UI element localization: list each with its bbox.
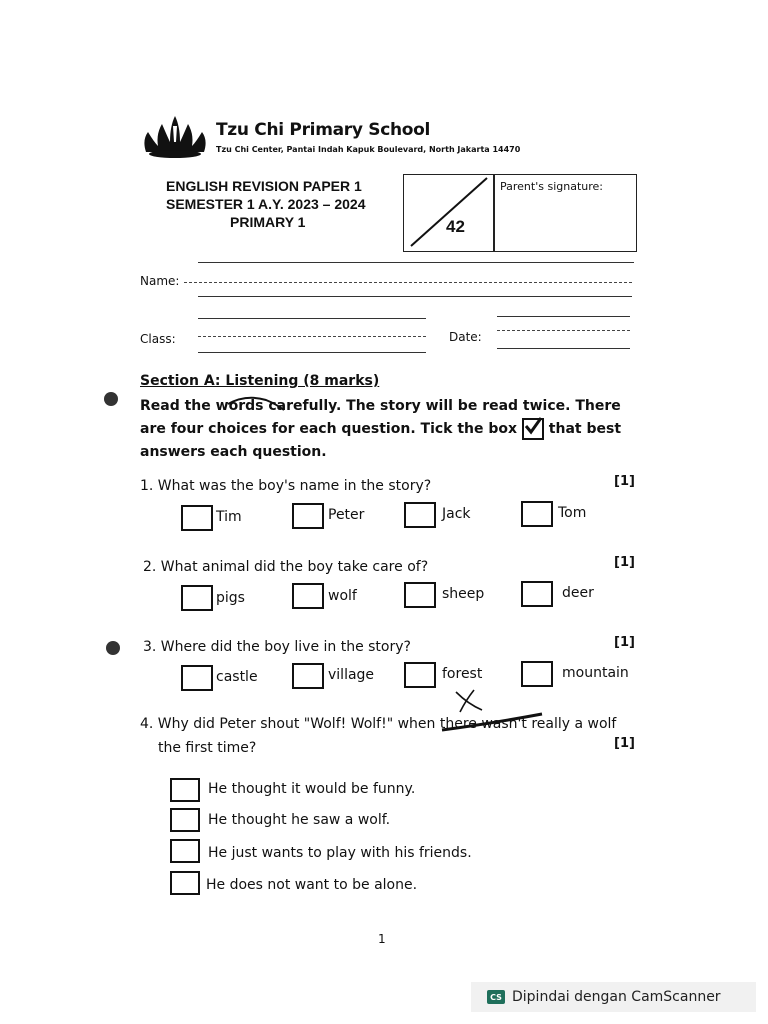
q2-option-checkbox[interactable] [404, 582, 436, 608]
q1-option-checkbox[interactable] [404, 502, 436, 528]
q2-option-label: wolf [328, 588, 357, 604]
q4-option-checkbox[interactable] [170, 871, 200, 895]
q2-option-checkbox[interactable] [292, 583, 324, 609]
question-3-marks: [1] [614, 635, 635, 650]
pen-strike [438, 712, 548, 734]
q3-option-checkbox[interactable] [181, 665, 213, 691]
question-4-marks: [1] [614, 736, 635, 751]
scanner-text: Dipindai dengan CamScanner [512, 989, 721, 1005]
section-title: Section A: Listening (8 marks) [140, 373, 380, 389]
score-value: 42 [446, 217, 465, 236]
paper-title: ENGLISH REVISION PAPER 1 [166, 178, 362, 194]
paper-grade: PRIMARY 1 [230, 214, 306, 230]
q4-option-label: He thought it would be funny. [208, 781, 416, 797]
question-4-text: 4. Why did Peter shout "Wolf! Wolf!" when there wasn't really a wolf [140, 716, 617, 732]
q3-option-label: village [328, 667, 375, 683]
q3-option-checkbox[interactable] [404, 662, 436, 688]
q4-option-checkbox[interactable] [170, 839, 200, 863]
q3-option-label: castle [216, 669, 258, 685]
q1-option-checkbox[interactable] [181, 505, 213, 531]
q1-option-checkbox[interactable] [292, 503, 324, 529]
instructions-text-end: that best answers each question. [140, 421, 622, 460]
date-line [497, 316, 630, 317]
school-name: Tzu Chi Primary School [216, 120, 431, 140]
class-line [198, 318, 426, 319]
hole-punch-mark [104, 392, 118, 406]
camscanner-logo-icon: CS [487, 990, 505, 1004]
name-line [198, 262, 634, 263]
hole-punch-mark [106, 641, 120, 655]
q1-option-label: Peter [328, 507, 365, 523]
q4-option-checkbox[interactable] [170, 778, 200, 802]
q3-option-label: mountain [562, 665, 629, 681]
q4-option-checkbox[interactable] [170, 808, 200, 832]
class-label: Class: [140, 332, 176, 346]
question-3-text: 3. Where did the boy live in the story? [143, 639, 411, 655]
q2-option-checkbox[interactable] [521, 581, 553, 607]
school-address: Tzu Chi Center, Pantai Indah Kapuk Boulevard, North Jakarta 14470 [216, 145, 521, 154]
instructions-text: Read the words carefully. The story will be read twice. There are four choices for each question. Tick the box [140, 398, 621, 437]
name-label: Name: [140, 274, 180, 288]
q3-option-checkbox[interactable] [521, 661, 553, 687]
q1-option-label: Jack [442, 506, 471, 522]
q4-option-label: He does not want to be alone. [206, 877, 418, 893]
date-field[interactable] [497, 330, 630, 331]
q4-option-label: He just wants to play with his friends. [208, 845, 472, 861]
school-logo [140, 112, 210, 160]
question-4-text-cont: the first time? [158, 740, 257, 756]
q2-option-label: sheep [442, 586, 485, 602]
name-field[interactable] [184, 282, 632, 283]
question-1-marks: [1] [614, 474, 635, 489]
q2-option-label: deer [562, 585, 594, 601]
pen-scribble [226, 392, 286, 412]
question-2-text: 2. What animal did the boy take care of? [143, 559, 429, 575]
q1-option-label: Tim [216, 509, 242, 525]
paper-semester: SEMESTER 1 A.Y. 2023 – 2024 [166, 196, 366, 212]
q3-option-label: forest [442, 666, 483, 682]
date-label: Date: [449, 330, 482, 344]
q2-option-label: pigs [216, 590, 245, 606]
section-instructions [140, 395, 640, 464]
question-2-marks: [1] [614, 555, 635, 570]
parent-signature-label: Parent's signature: [500, 180, 603, 193]
q4-option-label: He thought he saw a wolf. [208, 812, 391, 828]
q1-option-checkbox[interactable] [521, 501, 553, 527]
scanner-watermark [471, 982, 756, 1012]
class-field[interactable] [198, 336, 426, 337]
tick-box-icon [522, 418, 544, 440]
page-number: 1 [378, 932, 386, 946]
name-line [198, 296, 632, 297]
date-line [497, 348, 630, 349]
class-line [198, 352, 426, 353]
question-1-text: 1. What was the boy's name in the story? [140, 478, 432, 494]
q2-option-checkbox[interactable] [181, 585, 213, 611]
q1-option-label: Tom [558, 505, 587, 521]
q3-option-checkbox[interactable] [292, 663, 324, 689]
score-slash [403, 174, 493, 252]
